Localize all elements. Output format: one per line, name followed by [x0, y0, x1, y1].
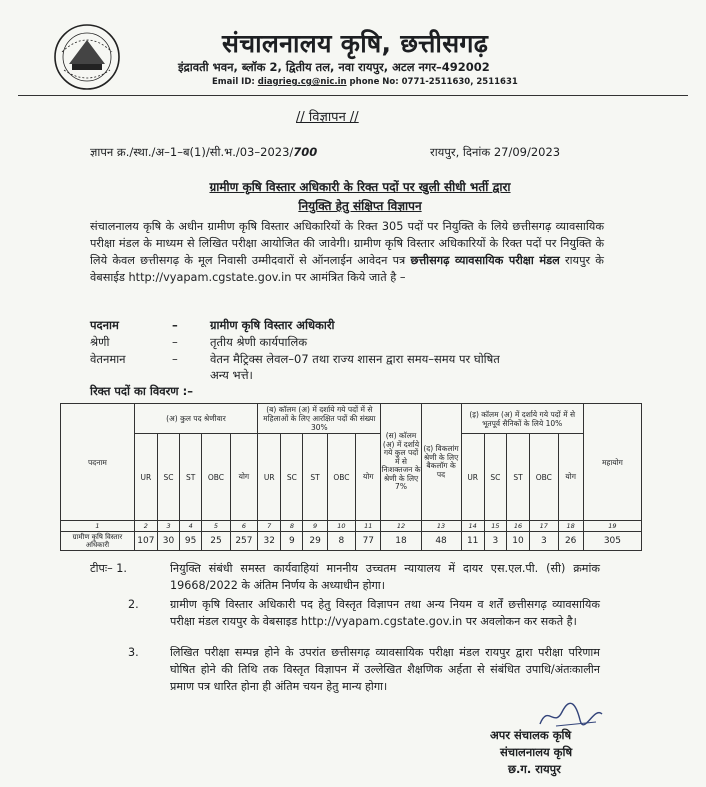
header-post: पदनाम	[61, 404, 135, 521]
header-total-posts: (अ) कुल पद श्रेणीवार	[134, 404, 257, 434]
header-cell: ST	[506, 434, 529, 521]
header-cell: SC	[157, 434, 179, 521]
organization-name: संचालनालय कृषि, छत्तीसगढ़	[222, 29, 489, 58]
subject	[160, 178, 560, 216]
vyapam-name-bold: छत्तीसगढ़ व्यावसायिक परीक्षा मंडल	[410, 254, 560, 267]
reference-date: रायपुर, दिनांक 27/09/2023	[430, 145, 561, 159]
header-cell: OBC	[327, 434, 355, 521]
header-disabled: (स) कॉलम (अ) में दर्शाये गये कुल पदों में से निःशक्तजन के श्रेणी के लिए 7%	[381, 404, 421, 521]
header-cell: योग	[356, 434, 381, 521]
vacancy-details-heading: रिक्त पदों का विवरण :–	[90, 384, 193, 398]
subject-line-1: ग्रामीण कृषि विस्तार अधिकारी के रिक्त पदों पर खुली सीधी भर्ती द्वारा	[209, 180, 511, 194]
notice-document: संचालनालय कृषि, छत्तीसगढ़ इंद्रावती भवन, ब्लॉक 2, द्वितीय तल, नवा रायपुर, अटल नगर–492002 Email ID: diagrieg.cg@nic.in phone No: 0771-2511630, 2511631 // विज्ञापन // ज्ञापन क्र./स्था./अ–1–ब(1)/सी.भ./03–2023/700 रायपुर, दिनांक 27/09/2023 ग्रामीण कृषि विस्तार अधिकारी के रिक्त पदों पर खुली सीधी भर्ती द्वारा नियुक्ति हेतु संक्षिप्त विज्ञापन संचालनालय कृषि के अधीन ग्रामीण कृषि विस्तार अधिकारियों के रिक्त 305 पदों पर नियुक्ति के लिये छत्तीसगढ़ व्यावसायिक परीक्षा मंडल के माध्यम से लिखित परीक्षा आयोजित की जावेगी। ग्रामीण कृषि विस्तार अधिकारियों के रिक्त पदों पर नियुक्ति के लिये केवल छत्तीसगढ़ के मूल निवासी उम्मीदवारों से ऑनलाईन आवेदन पत्र छत्तीसगढ़ व्यावसायिक परीक्षा मंडल रायपुर के वेबसाईड http://vyapam.cgstate.gov.in पर आमंत्रित किये जाते है – पदनाम – ग्रामीण कृषि विस्तार अधिकारी श्रेणी – तृतीय श्रेणी कार्यपालिक वेतनमान – वेतन मैट्रिक्स लेवल–07 तथा राज्य शासन द्वारा समय–समय पर घोषित अन्य भत्ते। रिक्त पदों का विवरण :– पदनाम (अ) कुल पद श्रेणीवार (ब) कॉलम (अ) में दर्शाये गये पदों में से महिलाओं के लिए आरक्षित पदों की संख्या 30% (स) कॉलम (अ) में दर्शाये गये कुल पदों में से निःशक्तजन के श्रेणी के लिए 7% (द) विकलांग श्रेणी के लिए बैकलॉग के पद (इ) कॉलम (अ) में दर्शाये गये पदों में से भूतपूर्व सैनिकों के लिये 10% महायोग UR SC ST OBC योग UR SC ST OBC योग UR SC ST OBC योग 1 2 3 4 5 6 7 8 9 10 11 12 13 14 15 16 17 18 19 ग्रामीण कृषि विस्तार अधिकारी 107 30 95 25 257 32 9 29 8 77 18 48 11 3 10 3 26 305 टीपः– 1. नियुक्ति संबंधी समस्त कार्यवाहियां माननीय उच्चतम न्यायालय में दायर एस.एल.पी. (सी) क्रमांक 19668/2022 के अंतिम निर्णय के अध्याधीन होगा। 2. ग्रामीण कृषि विस्तार अधिकारी पद हेतु विस्तृत विज्ञापन तथा अन्य नियम व शर्तें छत्तीसगढ़ व्यावसायिक परीक्षा मंडल रायपुर के वेबसाइड http://vyapam.cgstate.gov.in पर अवलोकन कर सकते है। 3. लिखित परीक्षा सम्पन्न होने के उपरांत छत्तीसगढ़ व्यावसायिक परीक्षा मंडल रायपुर द्वारा परीक्षा परिणाम घोषित होने की तिथि तक विस्तृत विज्ञापन में उल्लेखित शैक्षणिक अर्हता से संबंधित उपाधि/अंतःकालीन प्रमाण पत्र धारित होना ही अंतिम चयन हेतु मान्य होगा। अपर संचालक कृषि संचालनालय कृषि छ.ग. रायपुर	[0, 0, 706, 787]
column-number-row: 1 2 3 4 5 6 7 8 9 10 11 12 13 14 15 16 17 18 19	[61, 521, 642, 532]
reference-number: ज्ञापन क्र./स्था./अ–1–ब(1)/सी.भ./03–2023/700	[90, 145, 318, 159]
header-ex-servicemen: (इ) कॉलम (अ) में दर्शाये गये पदों में से भूतपूर्व सैनिकों के लिये 10%	[461, 404, 583, 434]
email-label: Email ID:	[212, 77, 258, 87]
letterhead-divider	[18, 95, 688, 96]
header-grand-total: महायोग	[583, 404, 641, 521]
header-cell: ST	[303, 434, 327, 521]
subject-line-2: नियुक्ति हेतु संक्षिप्त विज्ञापन	[298, 199, 422, 213]
note-1: टीपः– 1. नियुक्ति संबंधी समस्त कार्यवाहियां माननीय उच्चतम न्यायालय में दायर एस.एल.पी. (सी) क्रमांक 19668/2022 के अंतिम निर्णय के अध्याधीन होगा।	[90, 562, 600, 592]
body-paragraph: संचालनालय कृषि के अधीन ग्रामीण कृषि विस्तार अधिकारियों के रिक्त 305 पदों पर नियुक्ति के लिये छत्तीसगढ़ व्यावसायिक परीक्षा मंडल के माध्यम से लिखित परीक्षा आयोजित की जावेगी। ग्रामीण कृषि विस्तार अधिकारियों के रिक्त पदों पर नियुक्ति के लिये केवल छत्तीसगढ़ के मूल निवासी उम्मीदवारों से ऑनलाईन आवेदन पत्र छत्तीसगढ़ व्यावसायिक परीक्षा मंडल रायपुर के वेबसाईड http://vyapam.cgstate.gov.in पर आमंत्रित किये जाते है –	[90, 220, 604, 284]
header-cell: OBC	[202, 434, 230, 521]
note-2: 2. ग्रामीण कृषि विस्तार अधिकारी पद हेतु विस्तृत विज्ञापन तथा अन्य नियम व शर्तें छत्तीसगढ़ व्यावसायिक परीक्षा मंडल रायपुर के वेबसाइड http://vyapam.cgstate.gov.in पर अवलोकन कर सकते है।	[128, 598, 600, 628]
header-cell: UR	[258, 434, 281, 521]
phone-numbers: phone No: 0771-2511630, 2511631	[346, 77, 518, 87]
handwritten-ref-number: 700	[293, 145, 318, 159]
header-cell: ST	[180, 434, 202, 521]
row-grand-total: 305	[583, 532, 641, 551]
header-cell: UR	[461, 434, 484, 521]
header-cell: UR	[134, 434, 157, 521]
header-cell: SC	[281, 434, 303, 521]
note-3: 3. लिखित परीक्षा सम्पन्न होने के उपरांत छत्तीसगढ़ व्यावसायिक परीक्षा मंडल रायपुर द्वारा परीक्षा परिणाम घोषित होने की तिथि तक विस्तृत विज्ञापन में उल्लेखित शैक्षणिक अर्हता से संबंधित उपाधि/अंतःकालीन प्रमाण पत्र धारित होना ही अंतिम चयन हेतु मान्य होगा।	[128, 646, 600, 693]
header-cell: योग	[558, 434, 583, 521]
row-post-name: ग्रामीण कृषि विस्तार अधिकारी	[61, 532, 135, 551]
organization-address: इंद्रावती भवन, ब्लॉक 2, द्वितीय तल, नवा रायपुर, अटल नगर–492002	[178, 60, 490, 74]
advertisement-heading: // विज्ञापन //	[296, 110, 359, 125]
signatory-location: छ.ग. रायपुर	[508, 762, 561, 776]
email-link[interactable]: diagrieg.cg@nic.in	[257, 77, 347, 87]
signatory-designation: अपर संचालक कृषि	[490, 728, 572, 742]
government-emblem-logo	[52, 22, 122, 92]
header-disabled-backlog: (द) विकलांग श्रेणी के लिए बैकलॉग के पद	[421, 404, 461, 521]
vacancy-table	[60, 403, 642, 551]
header-cell: OBC	[530, 434, 558, 521]
header-women-reserved: (ब) कॉलम (अ) में दर्शाये गये पदों में से महिलाओं के लिए आरक्षित पदों की संख्या 30%	[258, 404, 381, 434]
header-cell: योग	[230, 434, 257, 521]
table-row: ग्रामीण कृषि विस्तार अधिकारी 107 30 95 25 257 32 9 29 8 77 18 48 11 3 10 3 26 305	[61, 532, 642, 551]
signature-scribble	[536, 700, 606, 730]
header-cell: SC	[484, 434, 506, 521]
signatory-office: संचालनालय कृषि	[500, 745, 573, 759]
organization-contact	[212, 77, 518, 87]
